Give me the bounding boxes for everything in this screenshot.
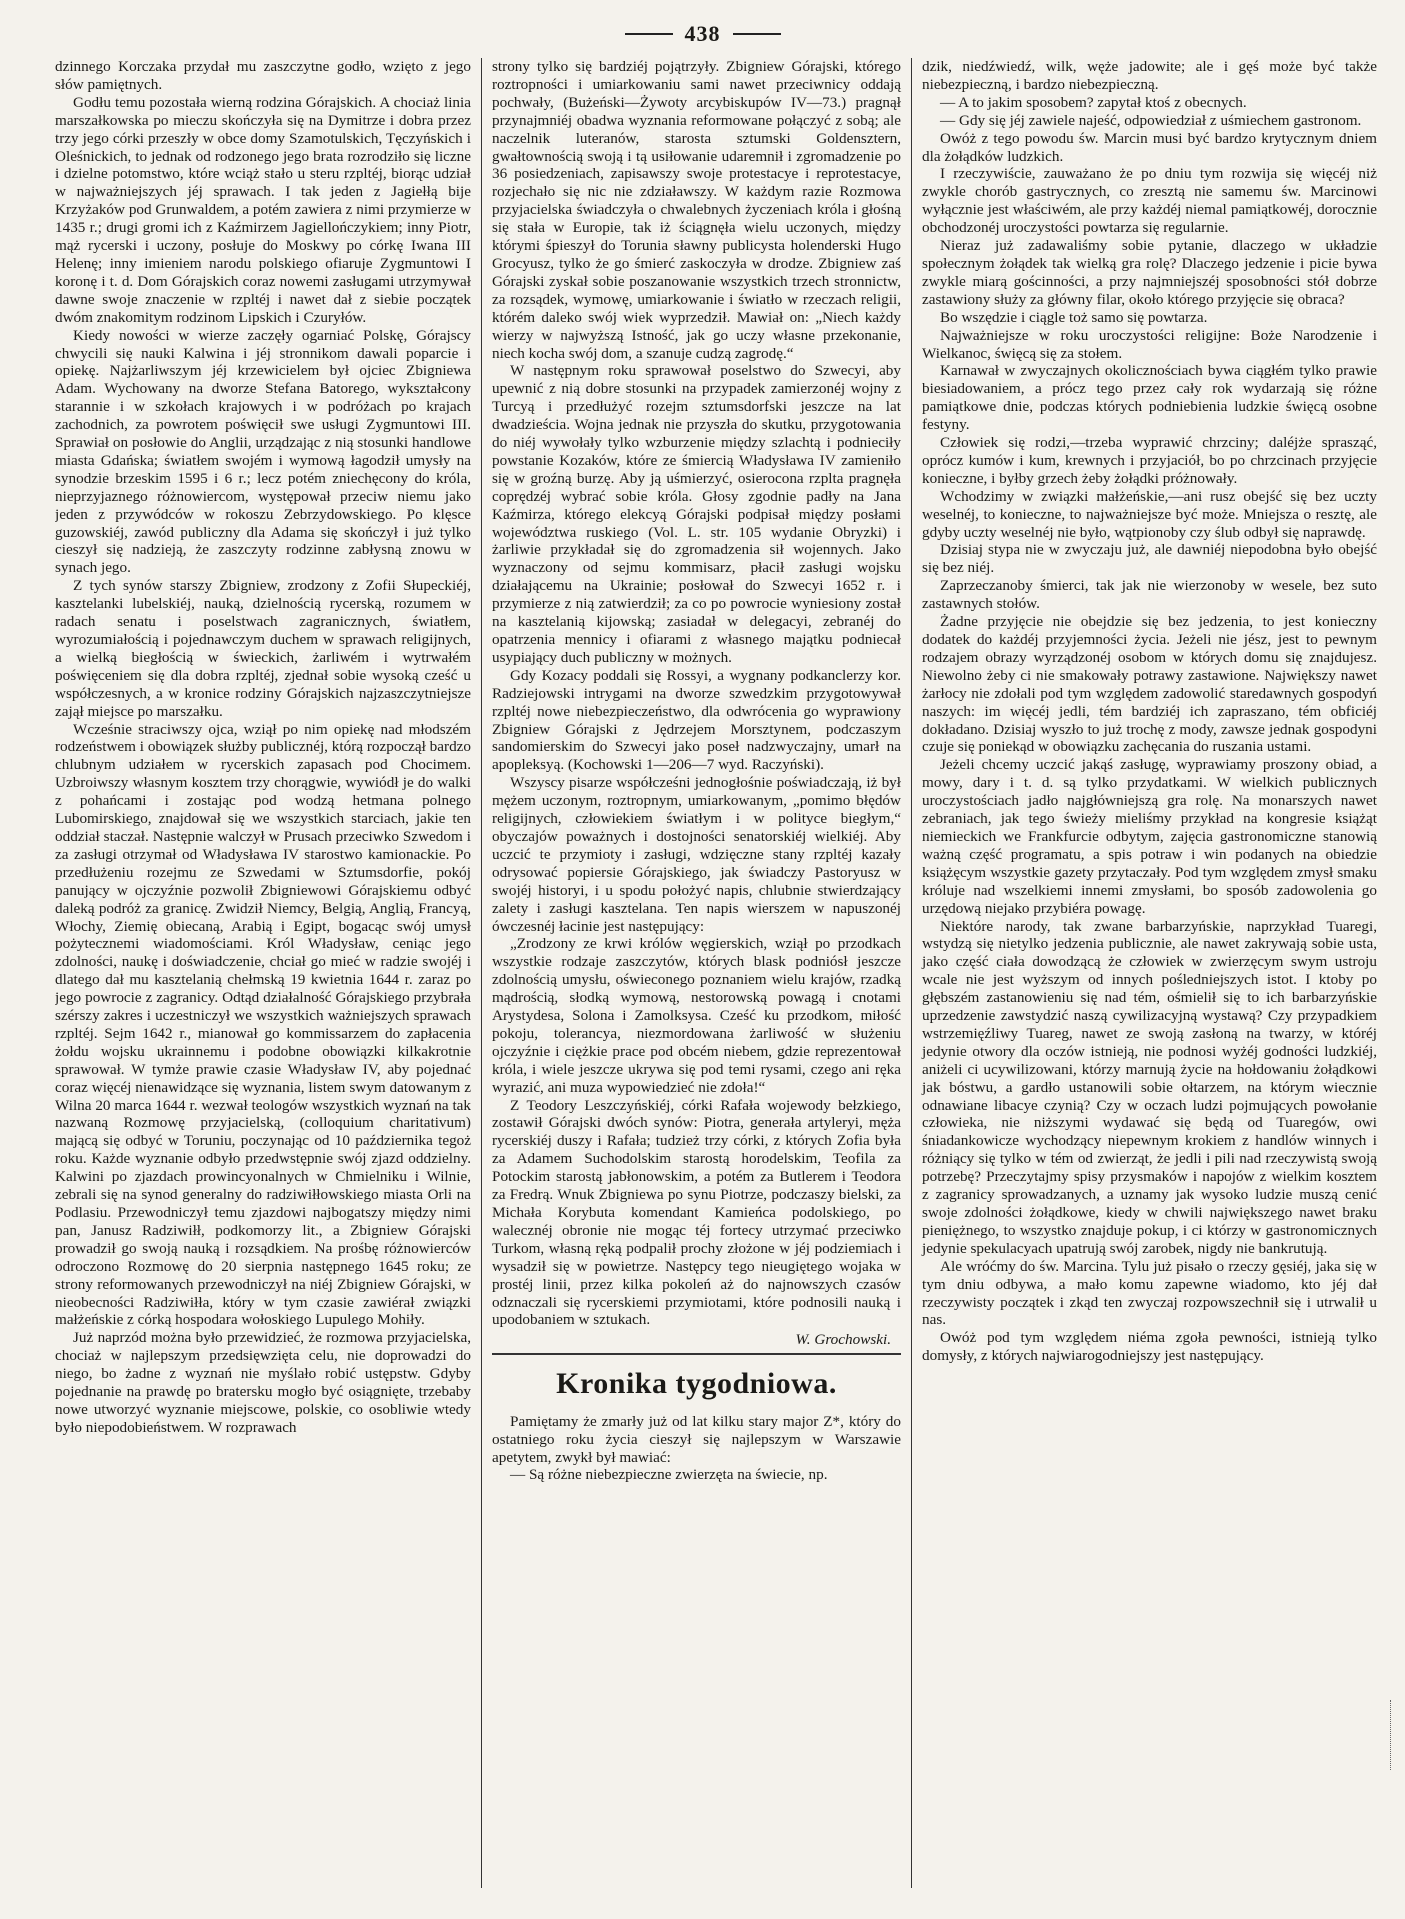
paragraph: dzinnego Korczaka przydał mu zaszczytne godło, wzięto z jego słów pamiętnych. — [55, 58, 471, 93]
article-columns — [55, 58, 1377, 1888]
paragraph: Kiedy nowości w wierze zaczęły ogarniać Polskę, Górajscy chwycili się nauki Kalwina i jéj stronnikom dawali poparcie i opiekę. Najżarliwszym jéj krzewicielem był ojciec Zbigniewa Adam. Wychowany na dworze Stefana Batorego, wykształcony starannie i w szkołach krajowych i w podróżach po krajach zachodnich, za powrotem poświęcił swe usługi Zygmuntowi III. Sprawiał on posłowie do Anglii, urządzając z nią stosunki handlowe miasta Gdańska; światłem swojém i wymową łagodził umysły na synodzie brzeskim 1595 i 6 r.; lecz potém zniechęcony do króla, nieprzyjaznego różnowiercom, występował przeciw niemu jako jeden z przywódców w rokoszu Zebrzydowskiego. Po klęsce guzowskiéj, zawód publiczny dla Adama się skończył i już tylko cieszył się nadzieją, że zaszczyty rodzinne zabłysną znowu w synach jego. — [55, 326, 471, 577]
paragraph: Dzisiaj stypa nie w zwyczaju już, ale dawniéj niepodobna było obejść się bez niéj. — [922, 541, 1377, 577]
paragraph: Już naprzód można było przewidzieć, że rozmowa przyjacielska, chociaż w najlepszym przedsięwzięta celu, nie doprowadzi do niego, bo żadne z wyznań nie myślało robić ustępstw. Gdyby pojednanie na prawdę po bratersku mogło być osiągnięte, trzebaby nowe utworzyć wyznanie miejscowe, polskie, co osobliwie wtedy było niepodobieństwem. W rozprawach — [55, 1329, 471, 1436]
column-3 — [911, 58, 1377, 1888]
column-1 — [55, 58, 481, 1888]
paragraph: Pamiętamy że zmarły już od lat kilku stary major Z*, który do ostatniego roku życia cieszył się najlepszym w Warszawie apetytem, zwykł był mawiać: — [492, 1412, 901, 1466]
section-divider — [492, 1353, 901, 1355]
paragraph: I rzeczywiście, zauważano że po dniu tym rozwija się więcéj niż zwykle chorób gastrycznych, co zresztą nie samemu św. Marcinowi wyłącznie jest właściwém, ale przy każdéj niemal pamiątkowéj, dorocznie obchodzonéj uroczystości powtarza się regularnie. — [922, 165, 1377, 237]
page-edge-mark — [1390, 1700, 1397, 1770]
paragraph: Z Teodory Leszczyńskiéj, córki Rafała wojewody bełzkiego, zostawił Górajski dwóch synów: Piotra, generała artyleryi, męża rycerskiéj duszy i Rafała; tudzież trzy córki, z których Zofia była za Adamem Suchodolskim starostą horodelskim, Teofila za Potockim starostą jabłonowskim, a potém za Butlerem i Teodora za Fredrą. Wnuk Zbigniewa po synu Piotrze, podczaszy bielski, za Michała Korybuta komendant Kamieńca podolskiego, po walecznéj obronie nie mogąc téj fortecy utrzymać przeciwko Turkom, własną ręką podpalił prochy złożone w jéj podziemiach i wysadził się w powietrze. Następcy tego nieugiętego wojaka w prostéj linii, przez kilka pokoleń aż do najnowszych czasów odznaczali się rycerskiemi przymiotami, które podnosili nauką i upodobaniem w sztukach. — [492, 1096, 901, 1329]
paragraph: „Zrodzony ze krwi królów węgierskich, wziął po przodkach wszystkie rodzaje zaszczytów, których blask podniósł jeszcze zdolnością umysłu, oświeconego poznaniem wielu krajów, rzadką mądrością, słodką wymową, nestorowską powagą i cnotami Arystydesa, Solona i Zamolksysa. Cześć ku przodkom, miłość pokoju, tolerancya, niezmordowana żarliwość w służeniu ojczyźnie i ciężkie prace pod obcém niebem, gdzie reprezentował króla, i wiele jeszcze ukrywa się pod temi rysami, czego ani ręka wyrazić, ani muza wypowiedzieć nie zdoła!“ — [492, 935, 901, 1096]
paragraph: Jeżeli chcemy uczcić jakąś zasługę, wyprawiamy proszony obiad, a mowy, dary i t. d. są tylko przydatkami. W wielkich publicznych uroczystościach jadło najgłówniejszą gra rolę. Na monarszych nawet zebraniach, jak tego świeży mieliśmy przykład na kongresie książąt niemieckich we Frankfurcie odbytym, zajęcia gastronomiczne stanowią ważną część programatu, a spis potraw i win podanych na obiedzie książęcym wszystkie gazety przytaczały. Pod tym względem zmysł smaku króluje nad wszelkiemi innemi zmysłami, bo sposób zadowolenia go urzędową niejako przybiéra powagę. — [922, 756, 1377, 917]
page-header — [0, 20, 1405, 48]
paragraph: Godłu temu pozostała wierną rodzina Górajskich. A chociaż linia marszałkowska po mieczu skończyła się na Dymitrze i dobra przez trzy jego córki przeszły w obce domy Szamotulskich, Tęczyńskich i Oleśnickich, to jednak od rodzonego jego brata rozrodziło się liczne i dzielne potomstwo, które wciąż stało u steru rzpltéj, biorąc udział w najważniejszych jéj sprawach. I tak jeden z Jagiełłą bije Krzyżaków pod Grunwaldem, a potém zawiera z nimi przymierze w 1435 r.; drugi gromi ich z Kaźmirzem Jagiellończykiem; inny Piotr, mąż rycerski i uczony, posłuje do Moskwy po córkę Iwana III Helenę; inny imieniem narodu polskiego ofiaruje Zygmuntowi I koronę i t. d. Dom Górajskich coraz nowemi zasługami utrzymywał dawne swoje znaczenie w rzpltéj i nawet dał z siebie początek dwóm znakomitym rodzinom Lipskich i Czuryłów. — [55, 93, 471, 326]
paragraph: Z tych synów starszy Zbigniew, zrodzony z Zofii Słupeckiéj, kasztelanki lubelskiéj, nauką, dzielnością rycerską, rozumem w radach senatu i poselstwach zagranicznych, światłem, wyrozumiałością i pojednawczym duchem w sprawach religijnych, a wielką biegłością w świeckich, żarliwém i wytrwałém poświęceniem się dla dobra rzpltéj, zjednał sobie wysoką cześć u współczesnych, a w kronice rodziny Górajskich najzaszczytniejsze zajął miejsce po marszałku. — [55, 577, 471, 720]
paragraph: Gdy Kozacy poddali się Rossyi, a wygnany podkanclerzy kor. Radziejowski intrygami na dworze szwedzkim przygotowywał rzpltéj nowe niebezpieczeństwo, dla odwrócenia go wyprawiony Zbigniew Górajski z Jędrzejem Morsztynem, podczaszym sandomierskim do Szwecyi jako poseł nadzwyczajny, umarł na apopleksyą. (Kochowski 1—206—7 wyd. Raczyński). — [492, 666, 901, 774]
paragraph: W następnym roku sprawował poselstwo do Szwecyi, aby upewnić z nią dobre stosunki na przypadek zamierzonéj wojny z Turcyą i przedłużyć rozejm sztumsdorfski jeszcze na lat dwadzieścia. Wojna jednak nie przyszła do skutku, przygotowania do niéj wywołały tylko wzburzenie między szlachtą i podnieciły powstanie Kozaków, które ze śmiercią Władysława IV zamieniło się w groźną burzę. Aby ją uśmierzyć, osierocona rzplta pragnęła coprędzéj wybrać sobie króla. Głosy zgodnie padły na Jana Kaźmirza, którego elekcyą Górajski podpisał między posłami województwa ruskiego (Vol. L. str. 105 wydanie Obryzki) i żarliwie przykładał się do zgromadzenia sił wojennych. Jako wyznaczony od sejmu kommisarz, płacił zasługi wojsku działającemu na Ukrainie; posłował do Szwecyi 1652 r. i przymierze z nią zatwierdził; za co po powrocie wyniesiony został na kasztelanią kijowską; zasiadał w delegacyi, zebranéj do opatrzenia mennicy i ofiarami z własnego majątku podniecał usypiający duch publiczny w możnych. — [492, 362, 901, 666]
paragraph: Zaprzeczanoby śmierci, tak jak nie wierzonoby w wesele, bez suto zastawnych stołów. — [922, 577, 1377, 613]
paragraph: Żadne przyjęcie nie obejdzie się bez jedzenia, to jest konieczny dodatek do każdéj przyjemności życia. Jeżeli nie jész, jest to pewnym rodzajem obrazy wyrządzonéj osobom w których domu się znajdujesz. Niewolno żeby ci nie smakowały potrawy zastawione. Największy nawet żarłocy nie zdołali pod tym względem zadowolić staredawnych gospodyń naszych: im więcéj jedli, tém bardziéj ich zapraszano, tém obficiéj dokładano. Dzisiaj wyszło to już trochę z mody, zawsze jednak gospodyni czuje się poniekąd w obowiązku zachęcania do ruszania ustami. — [922, 613, 1377, 756]
paragraph: Wszyscy pisarze współcześni jednogłośnie poświadczają, iż był mężem uczonym, roztropnym, umiarkowanym, „pomimo błędów religijnych, człowiekiem światłym i w polityce biegłym,“ obyczajów poważnych i dostojności senatorskiéj wielkiéj. Aby uczcić te przymioty i zasługi, wdzięczne stany rzpltéj kazały odrysować popiersie Górajskiego, jak świadczy Pastoryusz w swojéj historyi, i u spodu położyć napis, chlubnie stwierdzający zalety i zasługi kasztelana. Ten napis wierszem w napuszonéj ówczesnéj łacinie jest następujący: — [492, 774, 901, 935]
paragraph: — Są różne niebezpieczne zwierzęta na świecie, np. — [510, 1466, 828, 1484]
page-number: 438 — [684, 21, 721, 46]
paragraph: Bo wszędzie i ciągle toż samo się powtarza. — [940, 308, 1208, 326]
article-signature: W. Grochowski. — [795, 1331, 891, 1349]
paragraph: Wchodzimy w związki małżeńskie,—ani rusz obejść się bez uczty weselnéj, to konieczne, to najważniejsze być może. Mniejsza o resztę, ale gdyby uczty weselnéj nie było, wątpionoby czy ślub odbył się naprawdę. — [922, 487, 1377, 541]
paragraph: Owóż z tego powodu św. Marcin musi być bardzo krytycznym dniem dla żołądków ludzkich. — [922, 129, 1377, 165]
paragraph: Karnawał w zwyczajnych okolicznościach bywa ciągłém tylko prawie biesiadowaniem, a prócz tego przez cały rok wydarzają się różne pamiątkowe dnie, podczas których podniebienia ludzkie święcą osobne festyny. — [922, 362, 1377, 434]
paragraph: Ale wróćmy do św. Marcina. Tylu już pisało o rzeczy gęsiéj, jaka się w tym dniu odbywa, a mało komu zapewne wiadomo, kto jéj dał rzeczywisty początek i zkąd ten zwyczaj rozpowszechnił się i utrwalił u nas. — [922, 1257, 1377, 1329]
paragraph: Niektóre narody, tak zwane barbarzyńskie, naprzykład Tuaregi, wstydzą się nietylko jedzenia publicznie, ale nawet zakrywają sobie usta, jako część ciała dowodzącą że człowiek w zwierzęcym swym ustroju wcale nie jest wyższym od innych pośledniejszych istot. I ktoby po głębszém zastanowieniu się nad tém, ośmielił się to ich barbarzyńskie uprzedzenie zawstydzić naszą cywilizacyjną wystawą? Czy przypadkiem wstrzemięźliwy Tuareg, nawet ze swoją zasłoną na twarzy, w któréj jedynie otwory dla oczów istnieją, nie podnosi wyżéj godności ludzkiéj, aniżeli ci ucywilizowani, którzy marnują życie na hołdowaniu żołądkowi jak bóstwu, a gardło ustanowili sobie ołtarzem, na którym wiecznie odnawiane libacye czynią? Czy w oczach ludzi pojmujących powołanie człowieka, nie niższymi wydawać się będą od Tuaregów, owi śniadankowicze wychodzący niepewnym krokiem z handlów winnych i różniący się tylko w tém od zwierząt, że jedli i pili nad rzeczywistą swoją potrzebę? Przeczytajmy spisy przysmaków i napojów z wielkim kosztem z zagranicy sprowadzanych, a uznamy jak wysoko ludzie muszą cenić swoje zdolności żołądkowe, kiedy w chwili największego nawet braku pieniężnego, to wszystko znajduje pokup, i ci którzy w gastronomicznych jedynie spekulacyach upatrują swój zarobek, nigdy nie bankrutują. — [922, 917, 1377, 1257]
paragraph: Najważniejsze w roku uroczystości religijne: Boże Narodzenie i Wielkanoc, święcą się za stołem. — [922, 326, 1377, 362]
paragraph: — A to jakim sposobem? zapytał ktoś z obecnych. — [940, 93, 1247, 111]
paragraph: — Gdy się jéj zawiele najeść, odpowiedział z uśmiechem gastronom. — [940, 111, 1362, 129]
column-2 — [481, 58, 911, 1888]
paragraph: Wcześnie straciwszy ojca, wziął po nim opiekę nad młodszém rodzeństwem i obowiązek służby publicznéj, którą rozpoczął bardzo chlubnym udziałem w rycerskich zapasach pod Chocimem. Uzbroiwszy własnym kosztem trzy chorągwie, wywiódł je do walki z pohańcami i zostając pod wodzą hetmana polnego Lubomirskiego, znajdował się we wszystkich starciach, jakie ten oddział staczał. Następnie walczył w Prusach przeciwko Szwedom i za zasługi otrzymał od Władysława IV starostwo kamionackie. Po przedłużeniu rozejmu ze Szwedami w Sztumsdorfie, pokój panujący w ojczyźnie pozwolił Zbigniewowi Górajskiemu odbyć daleką podróż za granicę. Zwidził Niemcy, Belgią, Anglią, Francyą, Włochy, Ziemię obiecaną, Arabią i Egipt, bogacąc swój umysł pożytecznemi wiadomościami. Król Władysław, ceniąc jego zdolności, naukę i doświadczenie, chciał go mieć w radzie swojéj i dlatego dał mu kasztelanią chełmską 19 kwietnia 1644 r. zaraz po jego powrocie z zagranicy. Odtąd działalność Górajskiego przybrała szérszy zakres i uczestniczył we wszystkich ważniejszych sprawach rzpltéj. Sejm 1642 r., mianował go kommissarzem do zapłacenia żołdu wojsku ukrainnemu i podobne obowiązki kilkakrotnie sprawował. W tymże prawie czasie Władysław IV, aby pojednać coraz więcéj nienawidzące się wyznania, listem swym datowanym z Wilna 20 marca 1644 r. wezwał teologów wszystkich wyznań na tak nazwaną Rozmowę przyjacielską, (colloquium charitativum) mającą się odbyć w Toruniu, poczynając od 10 października tegoż roku. Każde wyznanie odbyło przedwstępnie swój zjazd oddzielny. Kalwini po zjazdach prowincyonalnych w Chmielniku i Wilnie, zebrali się na synod generalny do radziwiłłowskiego miasta Orli na Podlasiu. Przewodniczył temu zjazdowi najbogatszy między nimi pan, Janusz Radziwiłł, podkomorzy lit., a Zbigniew Górajski prowadził go swoją nauką i rozsądkiem. Na prośbę różnowierców odroczono Rozmowę do 20 sierpnia następnego 1645 roku; ze strony reformowanych przewodniczył na niéj Zbigniew Górajski, w nieobecności Radziwiłła, który w tym czasie zawiérał związki małżeńskie z córką hospodara wołoskiego Lupulego Mohiły. — [55, 720, 471, 1329]
paragraph: Owóż pod tym względem niéma zgoła pewności, istnieją tylko domysły, z których najwiarogodniejszy jest następujący. — [922, 1329, 1377, 1365]
paragraph: dzik, niedźwiedź, wilk, węże jadowite; ale i gęś może być także niebezpieczną, i bardzo niebezpieczną. — [922, 58, 1377, 93]
kronika-title: Kronika tygodniowa. — [556, 1366, 837, 1400]
header-rule-right — [733, 33, 781, 35]
paragraph: strony tylko się bardziéj pojątrzyły. Zbigniew Górajski, którego roztropności i umiarkowaniu sami nawet przeciwnicy oddają pochwały, (Bużeński—Żywoty arcybiskupów IV—73.) pragnął przynajmniéj obadwa wyznania reformowane połączyć z sobą; ale naczelnik luteranów, starosta sztumski Goldensztern, gwałtownością swoją i tą usiłowanie udaremnił i zgromadzenie po 36 posiedzeniach, zapisawszy swoje protestacye i reprotestacye, rozjechało się nic nie zdziaławszy. W każdym razie Rozmowa przyjacielska świadczyła o chwalebnych życzeniach króla i głośną się stała w Europie, tak iż ściągnęła wielu uczonych, między którymi śpieszył do Torunia sławny publicysta holenderski Hugo Grocyusz, tylko że go śmierć zaskoczyła w drodze. Zbigniew zaś Górajski zyskał sobie poszanowanie wszystkich trzech stronnictw, za rozsądek, wymowę, umiarkowanie i światło w rzeczach religii, którém daleko swój wiek wyprzedził. Mawiał on: „Niech każdy wierzy w najwyższą Istność, jak go uczy własne przekonanie, niech kocha swój dom, a szanuje cudzą zagrodę.“ — [492, 58, 901, 362]
paragraph: Człowiek się rodzi,—trzeba wyprawić chrzciny; daléjże sprasząć, oprócz kumów i kum, krewnych i przyjaciół, bo po chrzcinach przyjęcie konieczne, i byłby grzech żeby żołądki próżnowały. — [922, 434, 1377, 487]
header-rule-left — [625, 33, 673, 35]
paragraph: Nieraz już zadawaliśmy sobie pytanie, dlaczego w układzie społecznym żołądek tak wielką gra rolę? Dlaczego jedzenie i picie bywa zwykle miarą gościnności, a przy najmniejszéj sposobności stół dobrze zastawiony służy za główny filar, około którego przyjęcie się obraca? — [922, 237, 1377, 308]
